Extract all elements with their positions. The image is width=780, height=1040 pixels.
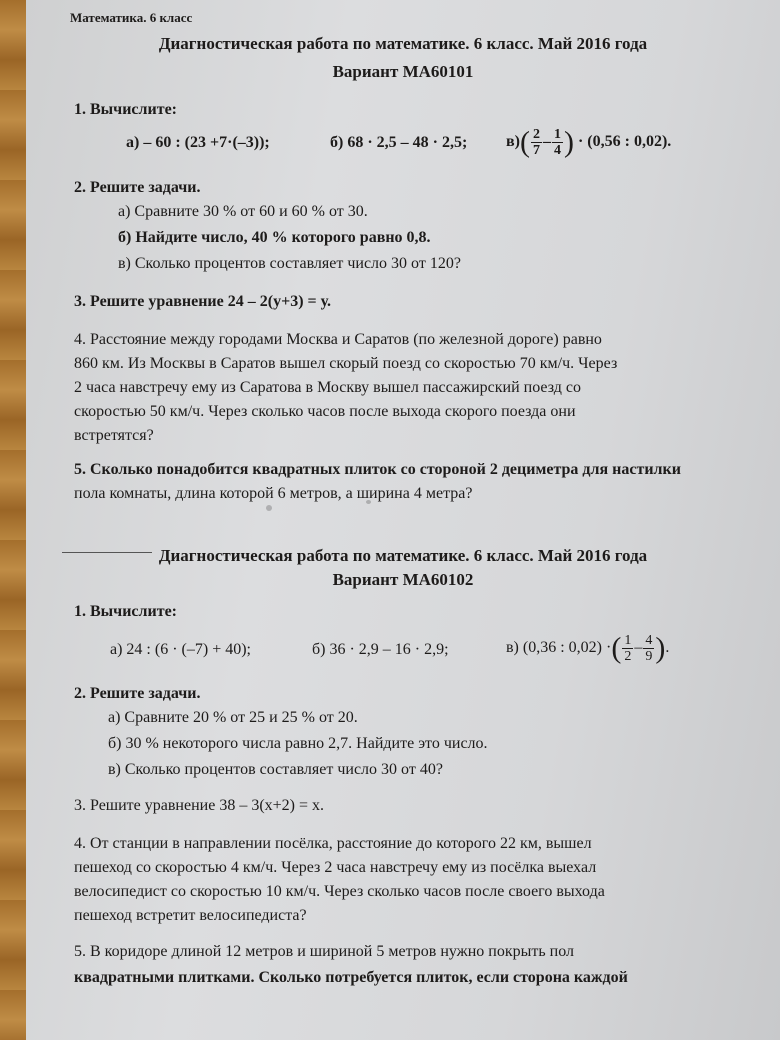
v1-fraction-1 bbox=[531, 127, 542, 158]
v2-task4-line-3: велосипедист со скоростью 10 км/ч. Через сколько часов после своего выхода bbox=[74, 883, 605, 900]
v1-task5-line-1: 5. Сколько понадобится квадратных плиток со стороной 2 дециметра для настилки bbox=[74, 461, 681, 478]
v1-task1-b: б) 68 · 2,5 – 48 · 2,5; bbox=[330, 134, 468, 151]
left-paren: ( bbox=[519, 125, 530, 159]
v2-frac2-den: 9 bbox=[645, 648, 653, 664]
v1-task1-c-prefix: в) bbox=[506, 133, 520, 150]
v1-frac1-num: 2 bbox=[532, 126, 540, 142]
v1-task3: 3. Решите уравнение 24 – 2(у+3) = у. bbox=[74, 293, 332, 310]
ink-speck bbox=[266, 505, 272, 511]
worksheet-page bbox=[26, 0, 780, 1040]
v1-fraction-2 bbox=[552, 127, 563, 158]
v2-minus: – bbox=[634, 639, 643, 656]
v2-task2-title: 2. Решите задачи. bbox=[74, 685, 201, 702]
v1-task4-line-4: скоростью 50 км/ч. Через сколько часов после выхода скорого поезда они bbox=[74, 403, 576, 420]
v1-task2-c: в) Сколько процентов составляет число 30 от 120? bbox=[118, 255, 461, 272]
ink-speck bbox=[366, 500, 371, 504]
v1-task1-a: а) – 60 : (23 +7·(–3)); bbox=[126, 134, 270, 151]
v2-task1-c bbox=[506, 626, 669, 670]
v2-fraction-2 bbox=[643, 633, 654, 664]
v2-task5-line-2: квадратными плитками. Сколько потребуется плиток, если сторона каждой bbox=[74, 969, 628, 986]
v1-task1-c bbox=[506, 120, 671, 164]
v2-task1-c-suffix: . bbox=[665, 639, 670, 656]
right-paren: ) bbox=[563, 125, 574, 159]
v2-task4-line-4: пешеход встретит велосипедиста? bbox=[74, 907, 307, 924]
v2-task5-line-1: 5. В коридоре длиной 12 метров и шириной 5 метров нужно покрыть пол bbox=[74, 943, 574, 960]
page-header: Математика. 6 класс bbox=[70, 10, 193, 25]
v1-minus: – bbox=[542, 133, 551, 150]
v2-task4-line-2: пешеход со скоростью 4 км/ч. Через 2 часа навстречу ему из посёлка выехал bbox=[74, 859, 597, 876]
v1-task2-title: 2. Решите задачи. bbox=[74, 179, 201, 196]
left-paren: ( bbox=[611, 631, 622, 665]
v1-task4-line-3: 2 часа навстречу ему из Саратова в Москву вышел пассажирский поезд со bbox=[74, 379, 581, 396]
v2-task1-a: а) 24 : (6 · (–7) + 40); bbox=[110, 641, 251, 658]
v1-frac1-den: 7 bbox=[532, 142, 540, 158]
v1-task4-line-2: 860 км. Из Москвы в Саратов вышел скорый поезд со скоростью 70 км/ч. Через bbox=[74, 355, 618, 372]
v1-task1-title: 1. Вычислите: bbox=[74, 101, 177, 118]
v2-task3: 3. Решите уравнение 38 – 3(х+2) = х. bbox=[74, 797, 325, 814]
v1-task4-line-1: 4. Расстояние между городами Москва и Саратов (по железной дороге) равно bbox=[74, 331, 602, 348]
v2-task1-b: б) 36 · 2,9 – 16 · 2,9; bbox=[312, 641, 449, 658]
v1-task2-a: а) Сравните 30 % от 60 и 60 % от 30. bbox=[118, 203, 368, 220]
v2-task2-a: а) Сравните 20 % от 25 и 25 % от 20. bbox=[108, 709, 358, 726]
variant1-code: Вариант МА60101 bbox=[332, 62, 474, 81]
v1-task4-line-5: встретятся? bbox=[74, 427, 154, 444]
v2-task1-title: 1. Вычислите: bbox=[74, 603, 177, 620]
variant1-title: Диагностическая работа по математике. 6 класс. Май 2016 года bbox=[158, 34, 648, 53]
v2-frac2-num: 4 bbox=[645, 632, 653, 648]
v2-frac1-den: 2 bbox=[624, 648, 632, 664]
v2-task2-c: в) Сколько процентов составляет число 30 от 40? bbox=[108, 761, 443, 778]
v2-task1-c-prefix: в) (0,36 : 0,02) · bbox=[506, 639, 612, 656]
v2-fraction-1 bbox=[622, 633, 633, 664]
v1-frac2-num: 1 bbox=[553, 126, 561, 142]
v1-frac2-den: 4 bbox=[553, 142, 561, 158]
variant2-code: Вариант МА60102 bbox=[332, 570, 474, 589]
v1-task5-line-2: пола комнаты, длина которой 6 метров, а ширина 4 метра? bbox=[74, 485, 473, 502]
right-paren: ) bbox=[655, 631, 666, 665]
v2-task4-line-1: 4. От станции в направлении посёлка, расстояние до которого 22 км, вышел bbox=[74, 835, 592, 852]
v1-task2-b: б) Найдите число, 40 % которого равно 0,8. bbox=[118, 229, 431, 246]
v1-task1-c-suffix: · (0,56 : 0,02). bbox=[577, 133, 672, 150]
v2-frac1-num: 1 bbox=[624, 632, 632, 648]
desk-surface bbox=[0, 0, 26, 1040]
v2-task2-b: б) 30 % некоторого числа равно 2,7. Найдите это число. bbox=[108, 735, 488, 752]
variant2-title: Диагностическая работа по математике. 6 класс. Май 2016 года bbox=[158, 546, 648, 565]
